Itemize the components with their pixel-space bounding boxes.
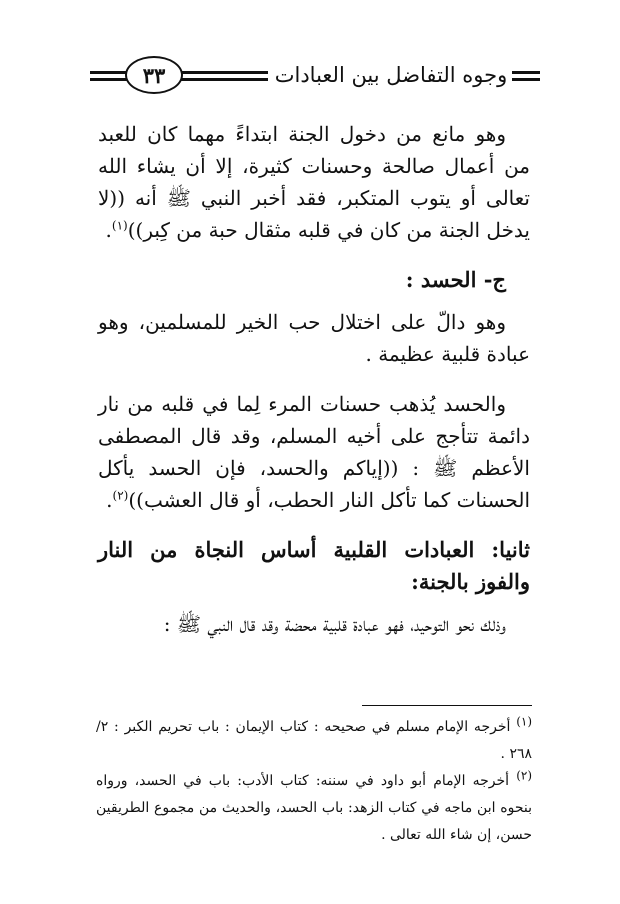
- footnote-item: [96, 714, 532, 768]
- footnotes: [96, 714, 532, 849]
- footnote-text: أخرجه الإمام أبو داود في سننه: كتاب الأدب: باب في الحسد، ورواه بنحوه ابن ماجه في كتاب الزهد: باب الحسد، والحديث من مجموع الطريقين حسن، إن شاء الله تعالى .: [96, 773, 532, 843]
- footnote-marker: (١): [111, 218, 128, 233]
- spacer: [98, 246, 530, 264]
- page-number: ٣٣: [142, 62, 166, 88]
- paragraph-tail: .: [105, 218, 112, 242]
- section-heading: ثانيا: العبادات القلبية أساس النجاة من النار والفوز بالجنة:: [98, 537, 530, 594]
- header-rule: [176, 78, 268, 81]
- spacer: [98, 370, 530, 388]
- paragraph-text: وهو مانع من دخول الجنة ابتداءً مهما كان للعبد من أعمال صالحة وحسنات كثيرة، إلا أن يشاء الله تعالى أو يتوب المتكبر، فقد أخبر النبي ﷺ أنه ((لا يدخل الجنة من كان في قلبه مثقال حبة من كِبر)): [98, 122, 530, 242]
- paragraph-tail: .: [106, 488, 113, 512]
- header-rule: [512, 78, 540, 81]
- footnote-number: (٢): [516, 768, 533, 783]
- running-title: وجوه التفاضل بين العبادات: [274, 63, 508, 87]
- paragraph-hasad-effect: [98, 388, 530, 516]
- paragraph-text: والحسد يُذهب حسنات المرء لِما في قلبه من نار دائمة تتأجج على أخيه المسلم، وقد قال المصطفى الأعظم ﷺ : ((إياكم والحسد، فإن الحسد يأكل الحسنات كما تأكل النار الحطب، أو قال العشب)): [98, 392, 530, 512]
- section-heading: ج- الحسد :: [405, 267, 506, 292]
- page-header: [90, 54, 540, 98]
- page-number-badge: [125, 56, 183, 94]
- footnote-marker: (٢): [112, 488, 129, 503]
- footnote-text: أخرجه الإمام مسلم في صحيحه : كتاب الإيمان : باب تحريم الكبر : ٢/ ٢٦٨ .: [96, 719, 532, 762]
- spacer: [98, 598, 530, 608]
- footnote-divider: [362, 705, 532, 706]
- footnote-number: (١): [516, 714, 533, 729]
- footnote-item: [96, 768, 532, 849]
- paragraph-hasad-definition: وهو دالّ على اختلال حب الخير للمسلمين، وهو عبادة قلبية عظيمة .: [98, 310, 530, 366]
- paragraph-kibr: [98, 118, 530, 246]
- spacer: [98, 296, 530, 306]
- header-rule: [512, 71, 540, 74]
- main-text: [98, 118, 530, 640]
- header-rule: [176, 71, 268, 74]
- spacer: [98, 516, 530, 534]
- paragraph-tawhid: وذلك نحو التوحيد، فهو عبادة قلبية محضة وقد قال النبي ﷺ :: [163, 612, 506, 636]
